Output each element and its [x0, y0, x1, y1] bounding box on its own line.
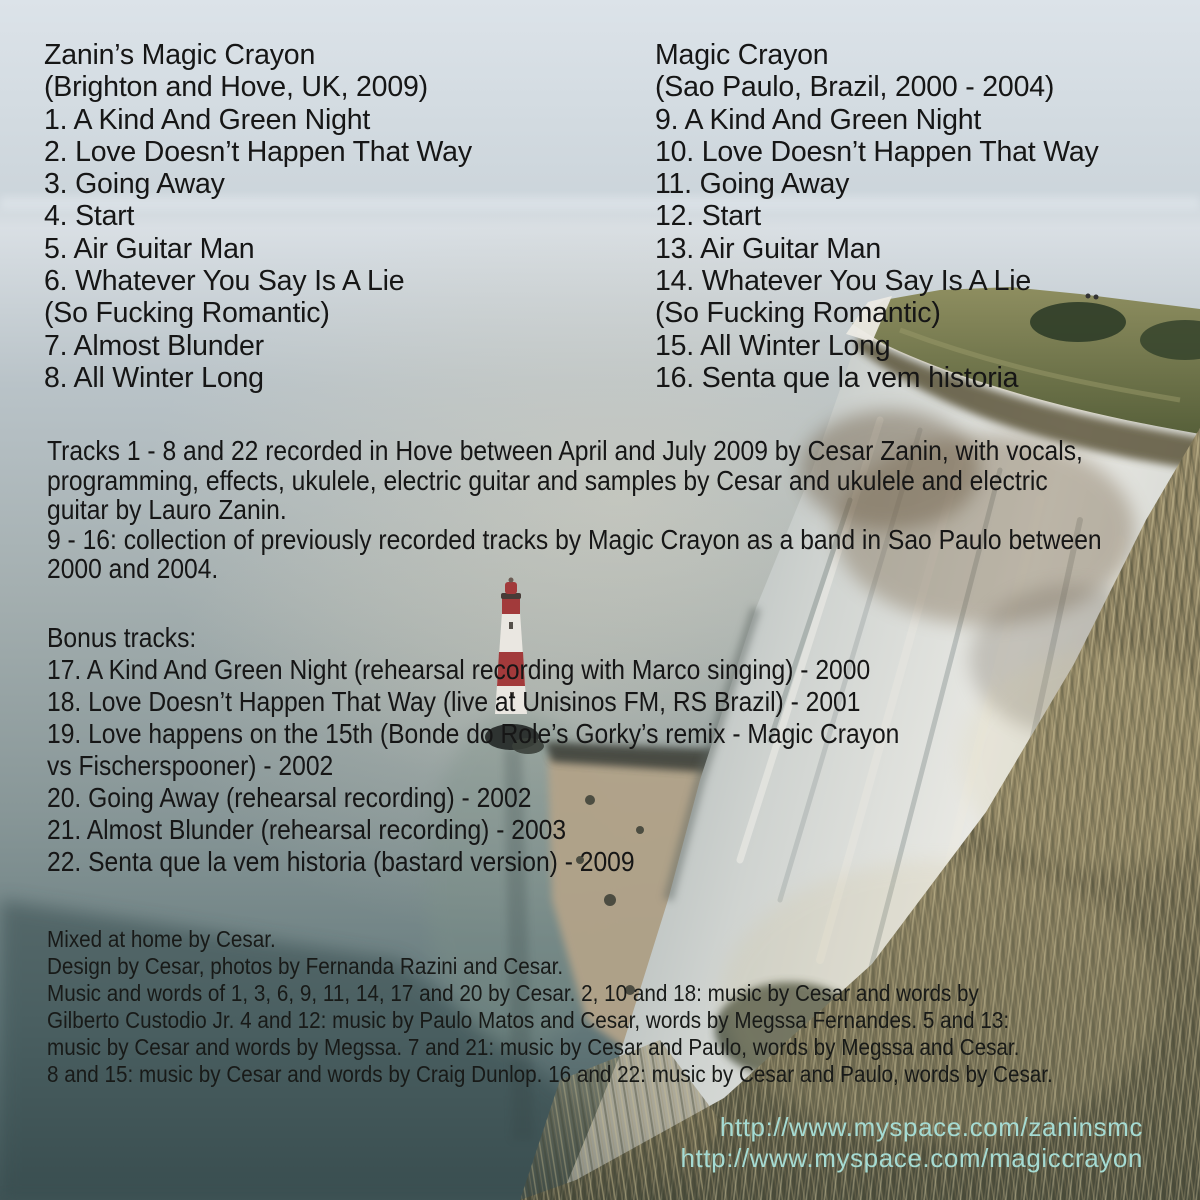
track-item: 1. A Kind And Green Night [44, 103, 371, 136]
track-item: 7. Almost Blunder [44, 329, 264, 362]
bonus-track-item: 22. Senta que la vem historia (bastard version) - 2009 [47, 846, 635, 877]
myspace-links [680, 1112, 1143, 1174]
credits-line: Gilberto Custodio Jr. 4 and 12: music by Paulo Matos and Cesar, words by Megssa Fernandes. 5 and 13: [47, 1007, 1010, 1033]
notes-line: 2000 and 2004. [47, 553, 219, 584]
bonus-track-item: 20. Going Away (rehearsal recording) - 2002 [47, 782, 532, 813]
track-item: 9. A Kind And Green Night [655, 103, 982, 136]
credits-line: music by Cesar and words by Megssa. 7 and 21: music by Cesar and Paulo, words by Megssa and Cesar. [47, 1034, 1020, 1060]
bonus-track-item: 21. Almost Blunder (rehearsal recording) - 2003 [47, 814, 567, 845]
tracklist-brazil-subtitle: (Sao Paulo, Brazil, 2000 - 2004) [655, 71, 1055, 104]
bonus-track-item: 17. A Kind And Green Night (rehearsal recording with Marco singing) - 2000 [47, 654, 871, 685]
track-item: 2. Love Doesn’t Happen That Way [44, 135, 472, 168]
myspace-link-zaninsmc[interactable]: http://www.myspace.com/zaninsmc [719, 1112, 1143, 1142]
myspace-link-magiccrayon[interactable]: http://www.myspace.com/magiccrayon [680, 1143, 1143, 1173]
tracklist-uk-subtitle: (Brighton and Hove, UK, 2009) [44, 71, 428, 104]
track-item: 15. All Winter Long [655, 329, 891, 362]
recording-notes [47, 436, 1102, 584]
bonus-tracks [47, 622, 899, 878]
bonus-track-item: 19. Love happens on the 15th (Bonde do Role’s Gorky’s remix - Magic Crayon [47, 718, 900, 749]
track-item: 3. Going Away [44, 168, 225, 201]
bonus-track-item: vs Fischerspooner) - 2002 [47, 750, 334, 781]
track-item: 14. Whatever You Say Is A Lie [655, 265, 1032, 298]
tracklist-uk-title: Zanin’s Magic Crayon [44, 39, 316, 71]
track-item: 11. Going Away [655, 168, 850, 201]
track-item: 4. Start [44, 200, 135, 233]
track-item: 12. Start [655, 200, 761, 233]
bonus-track-item: 18. Love Doesn’t Happen That Way (live at Unisinos FM, RS Brazil) - 2001 [47, 686, 861, 717]
notes-line: 9 - 16: collection of previously recorded tracks by Magic Crayon as a band in Sao Paulo between [47, 523, 1102, 555]
track-item: (So Fucking Romantic) [655, 297, 941, 330]
credits [47, 926, 1053, 1088]
track-item: 6. Whatever You Say Is A Lie [44, 265, 405, 298]
track-item: (So Fucking Romantic) [44, 297, 330, 330]
credits-line: Music and words of 1, 3, 6, 9, 11, 14, 17 and 20 by Cesar. 2, 10 and 18: music by Cesar and words by [47, 980, 979, 1006]
track-item: 10. Love Doesn’t Happen That Way [655, 135, 1099, 168]
credits-line: Mixed at home by Cesar. [47, 926, 276, 952]
tracklist-brazil [655, 39, 1099, 394]
track-item: 13. Air Guitar Man [655, 232, 882, 265]
track-item: 16. Senta que la vem historia [655, 361, 1019, 394]
track-item: 5. Air Guitar Man [44, 232, 255, 265]
credits-line: 8 and 15: music by Cesar and words by Craig Dunlop. 16 and 22: music by Cesar and Paulo, words by Cesar. [47, 1061, 1053, 1087]
bonus-tracks-heading: Bonus tracks: [47, 622, 197, 653]
tracklist-uk [44, 39, 472, 394]
notes-line: programming, effects, ukulele, electric guitar and samples by Cesar and ukulele and electric [47, 464, 1048, 496]
notes-line: Tracks 1 - 8 and 22 recorded in Hove between April and July 2009 by Cesar Zanin, with vocals, [47, 435, 1083, 466]
track-item: 8. All Winter Long [44, 361, 264, 394]
credits-line: Design by Cesar, photos by Fernanda Razini and Cesar. [47, 953, 564, 979]
tracklist-brazil-title: Magic Crayon [655, 39, 829, 71]
notes-line: guitar by Lauro Zanin. [47, 494, 287, 525]
